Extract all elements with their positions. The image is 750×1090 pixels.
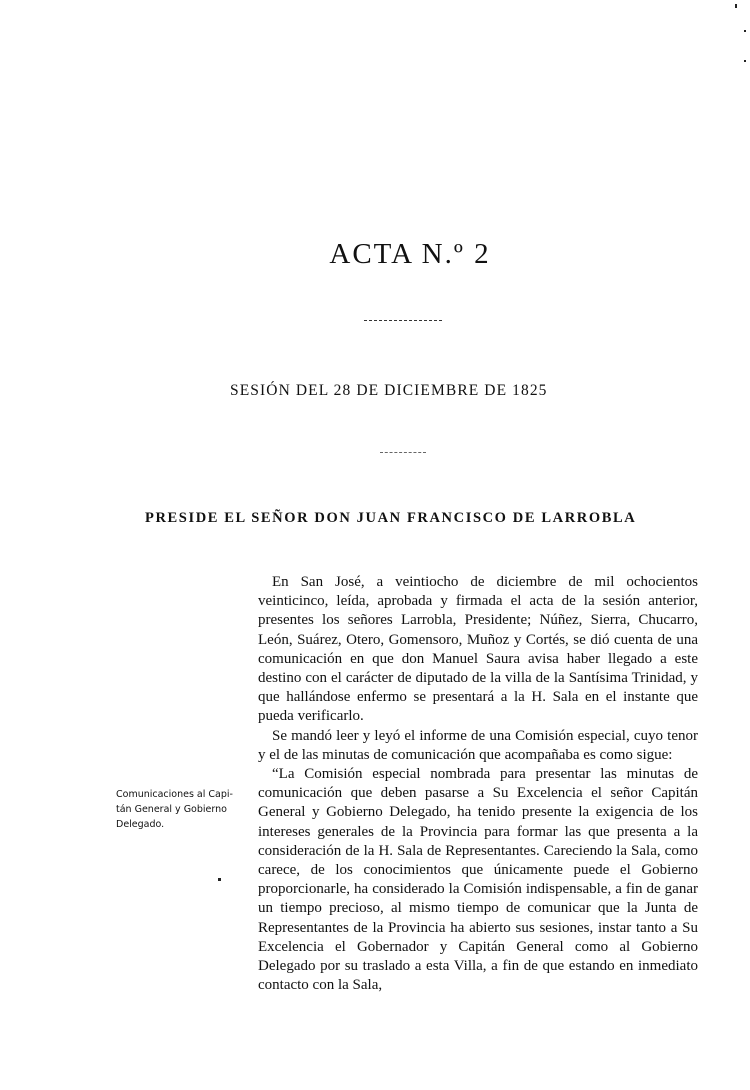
- scan-speck: [735, 4, 737, 8]
- margin-note-line: Delegado.: [116, 819, 165, 830]
- session-heading: SESIÓN DEL 28 DE DICIEMBRE DE 1825: [230, 382, 548, 399]
- body-text: [258, 573, 698, 995]
- margin-note-line: tán General y Gobierno: [116, 804, 227, 815]
- paragraph: Se mandó leer y leyó el informe de una Comisión especial, cuyo tenor y el de las minutas de comunicación que acompañaba es como sigue:: [258, 727, 698, 763]
- scan-speck: [744, 30, 746, 32]
- title-divider: [364, 320, 442, 322]
- presiding-officer-heading: PRESIDE EL SEÑOR DON JUAN FRANCISCO DE LARROBLA: [145, 510, 637, 526]
- page-title: ACTA N.º 2: [329, 238, 491, 270]
- scan-speck: [744, 60, 746, 62]
- margin-note: [116, 787, 241, 832]
- paragraph: En San José, a veintiocho de diciembre de mil ochocientos veinticinco, leída, aprobada y firmada el acta de la sesión anterior, presentes los señores Larrobla, Presidente; Núñez, Sierra, Chucarro, León, Suárez, Otero, Gomensoro, Muñoz y Cortés, se dió cuenta de una comunicación en que don Manuel Saura avisa haber llegado a este destino con el carácter de diputado de la villa de la Santísima Trinidad, y que hallándose enfermo se presentará a la H. Sala en el instante que pueda verificarlo.: [258, 574, 698, 725]
- session-divider: [380, 452, 426, 453]
- margin-note-line: Comunicaciones al Capi-: [116, 789, 233, 800]
- paragraph: “La Comisión especial nombrada para presentar las minutas de comunicación que deben pasarse a Su Excelencia el señor Capitán General y Gobierno Delegado, ha tenido presente la exigencia de los intereses generales de la Provincia para formar las que presenta a la consideración de la H. Sala de Representantes. Careciendo la Sala, como carece, de los conocimientos que únicamente puede el Gobierno proporcionarle, ha considerado la Comisión indispensable, a fin de ganar un tiempo precioso, al mismo tiempo de comunicar que la Junta de Representantes de la Provincia ha abierto sus sesiones, instar tanto a Su Excelencia el Gobernador y Capitán General como al Gobierno Delegado por su traslado a esta Villa, a fin de que estando en inmediato contacto con la Sala,: [258, 766, 698, 994]
- scan-speck: [218, 878, 221, 881]
